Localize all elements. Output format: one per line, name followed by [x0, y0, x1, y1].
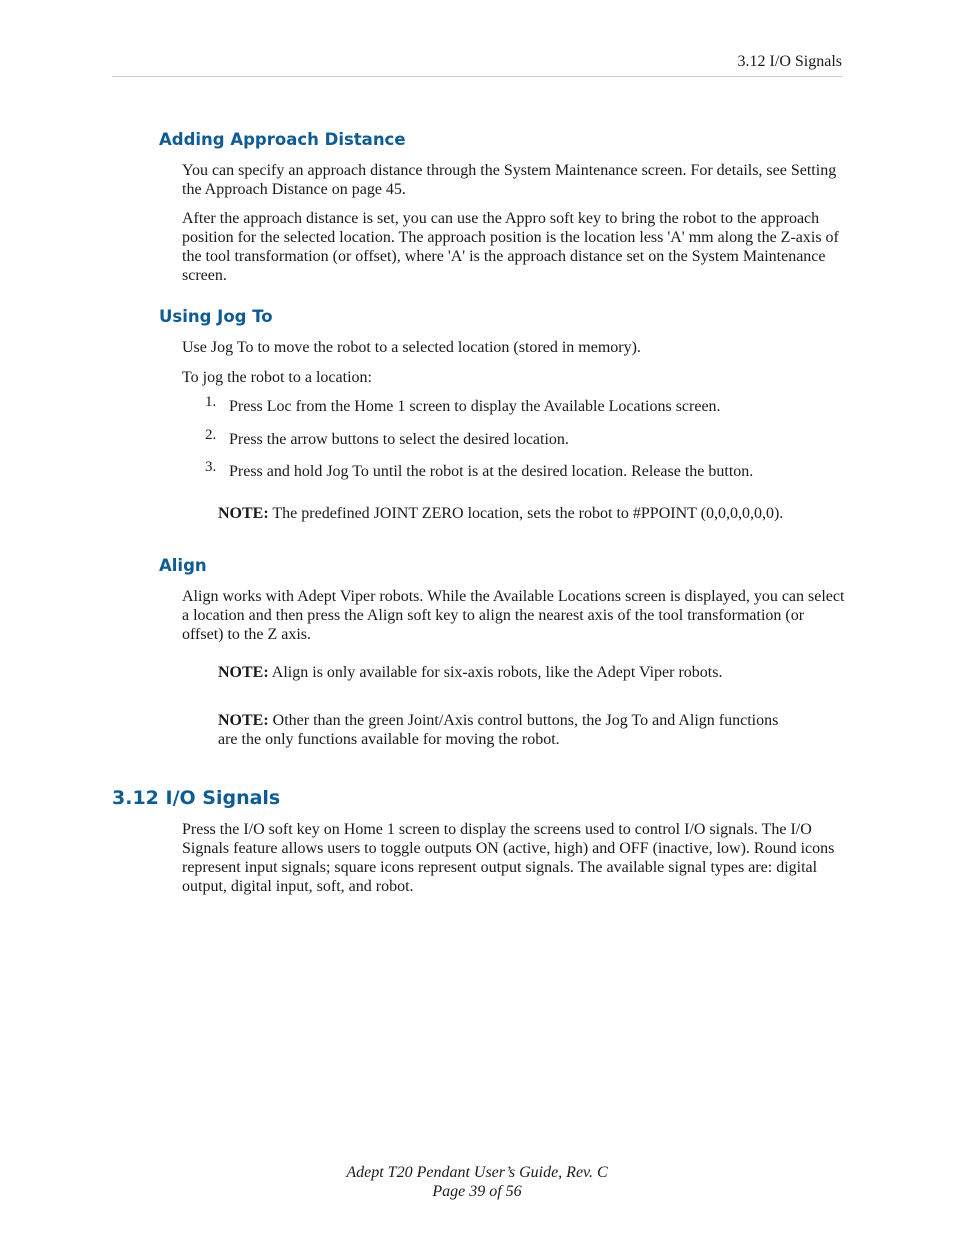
note-text: Other than the green Joint/Axis control buttons, the Jog To and Align functions are the only functions available for moving the robot.	[218, 712, 779, 748]
heading-using-jog-to: Using Jog To	[159, 307, 273, 326]
heading-align: Align	[159, 556, 207, 575]
align-note-1	[218, 663, 808, 682]
heading-adding-approach-distance: Adding Approach Distance	[159, 130, 406, 149]
list-item	[205, 459, 754, 482]
list-item-text: Press Loc from the Home 1 screen to display the Available Locations screen.	[229, 398, 721, 415]
note-label: NOTE:	[218, 505, 269, 522]
footer-page-number: Page 39 of 56	[432, 1183, 522, 1200]
footer-title: Adept T20 Pendant User’s Guide, Rev. C	[346, 1164, 608, 1181]
note-label: NOTE:	[218, 664, 269, 681]
approach-paragraph-1: You can specify an approach distance through the System Maintenance screen. For details, see Setting the Approach Distance on page 45.	[182, 162, 837, 198]
note-label: NOTE:	[218, 712, 269, 729]
list-item-number: 3.	[205, 459, 217, 475]
note-text: Align is only available for six-axis robots, like the Adept Viper robots.	[271, 664, 723, 681]
align-note-2	[218, 711, 793, 749]
jog-note	[218, 504, 808, 523]
jog-paragraph-1: Use Jog To to move the robot to a selected location (stored in memory).	[182, 339, 641, 356]
list-item-number: 2.	[205, 427, 217, 443]
approach-paragraph-2: After the approach distance is set, you can use the Appro soft key to bring the robot to the approach position for the selected location. The approach position is the location less 'A' mm along the Z-axis of the tool transformation (or offset), where 'A' is the approach distance set on the System Maintenance screen.	[182, 210, 839, 284]
note-text: The predefined JOINT ZERO location, sets the robot to #PPOINT (0,0,0,0,0,0).	[272, 505, 784, 522]
heading-io-signals: 3.12 I/O Signals	[112, 787, 281, 809]
jog-paragraph-2: To jog the robot to a location:	[182, 369, 372, 386]
list-item-text: Press the arrow buttons to select the desired location.	[229, 431, 569, 448]
header-section-title: 3.12 I/O Signals	[737, 53, 842, 70]
align-paragraph-1: Align works with Adept Viper robots. While the Available Locations screen is displayed, you can select a location and then press the Align soft key to align the nearest axis of the tool transformation (or offset) to the Z axis.	[182, 588, 845, 643]
list-item-number: 1.	[205, 394, 217, 410]
io-paragraph-1: Press the I/O soft key on Home 1 screen to display the screens used to control I/O signals. The I/O Signals feature allows users to toggle outputs ON (active, high) and OFF (inactive, low). Round icons represent input signals; square icons represent output signals. The available signal types are: digital output, digital input, soft, and robot.	[182, 821, 835, 895]
running-header	[112, 51, 842, 77]
list-item	[205, 394, 721, 417]
list-item	[205, 427, 569, 450]
list-item-text: Press and hold Jog To until the robot is at the desired location. Release the button.	[229, 463, 754, 480]
